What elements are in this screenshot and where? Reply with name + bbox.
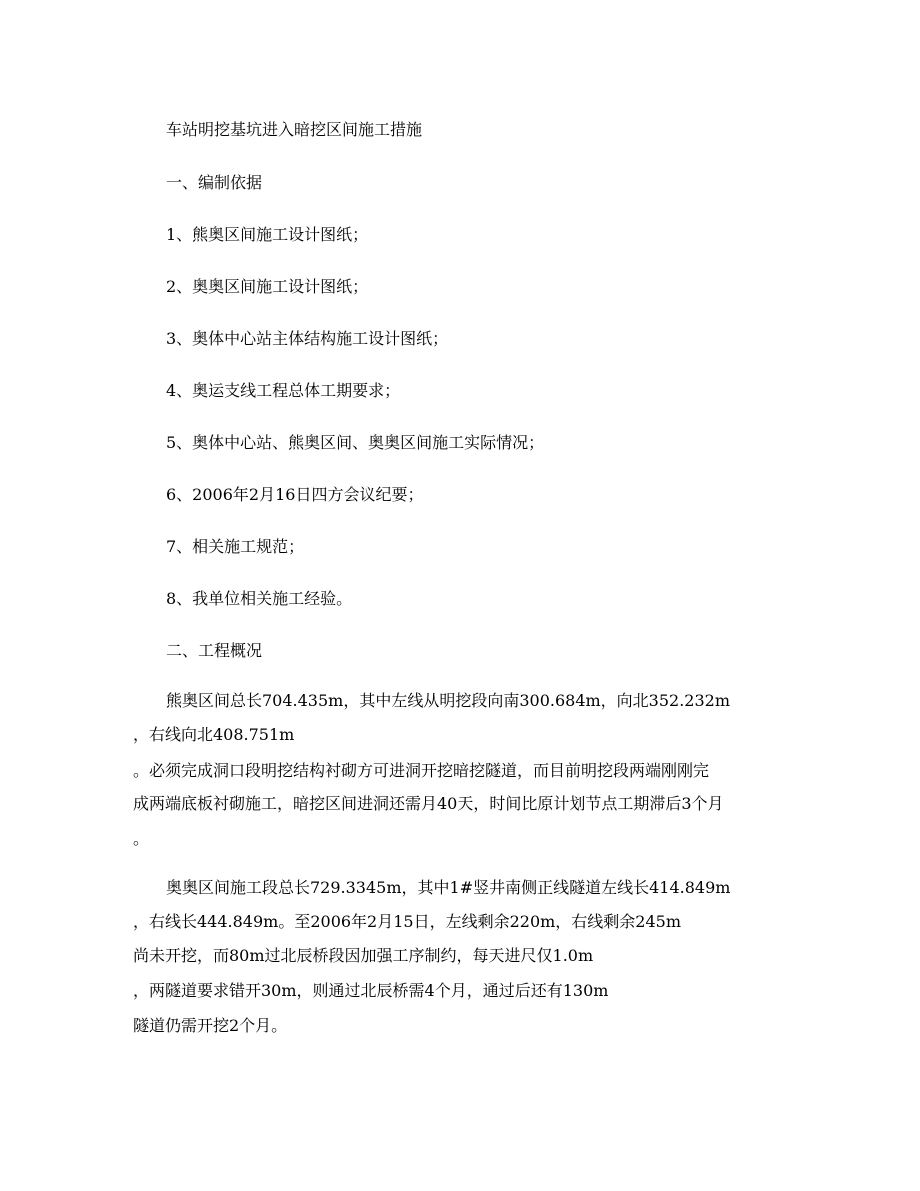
paragraph-line: ，两隧道要求错开30m，则通过北辰桥需4个月，通过后还有130m — [133, 981, 609, 1000]
list-item: 8、我单位相关施工经验。 — [166, 589, 353, 608]
list-item: 6、2006年2月16日四方会议纪要； — [166, 485, 424, 504]
list-item: 1、熊奥区间施工设计图纸； — [166, 225, 369, 244]
list-item: 2、奥奥区间施工设计图纸； — [166, 277, 369, 296]
list-item: 5、奥体中心站、熊奥区间、奥奥区间施工实际情况； — [166, 433, 545, 452]
paragraph-line: 隧道仍需开挖2个月。 — [133, 1016, 288, 1035]
document-title: 车站明挖基坑进入暗挖区间施工措施 — [166, 120, 423, 139]
list-item: 7、相关施工规范； — [166, 537, 305, 556]
paragraph-line: 尚未开挖，而80m过北辰桥段因加强工序制约，每天进尺仅1.0m — [133, 946, 594, 965]
paragraph-line: 成两端底板衬砌施工，暗挖区间进洞还需月40天，时间比原计划节点工期滞后3个月 — [133, 794, 724, 813]
section2-heading: 二、工程概况 — [166, 641, 263, 660]
list-item: 3、奥体中心站主体结构施工设计图纸； — [166, 329, 449, 348]
section1-heading: 一、编制依据 — [166, 173, 263, 192]
paragraph-line: ，右线向北408.751m — [133, 725, 295, 744]
paragraph-line: 。 — [133, 829, 150, 848]
paragraph-line: 熊奥区间总长704.435m，其中左线从明挖段向南300.684m，向北352.232m — [166, 691, 731, 710]
paragraph-line: 。必须完成洞口段明挖结构衬砌方可进洞开挖暗挖隧道，而目前明挖段两端刚刚完 — [133, 761, 710, 780]
paragraph-line: ，右线长444.849m。至2006年2月15日，左线剩余220m，右线剩余245m — [133, 912, 682, 931]
paragraph-line: 奥奥区间施工段总长729.3345m，其中1#竖井南侧正线隧道左线长414.849m — [166, 878, 731, 897]
list-item: 4、奥运支线工程总体工期要求； — [166, 381, 401, 400]
